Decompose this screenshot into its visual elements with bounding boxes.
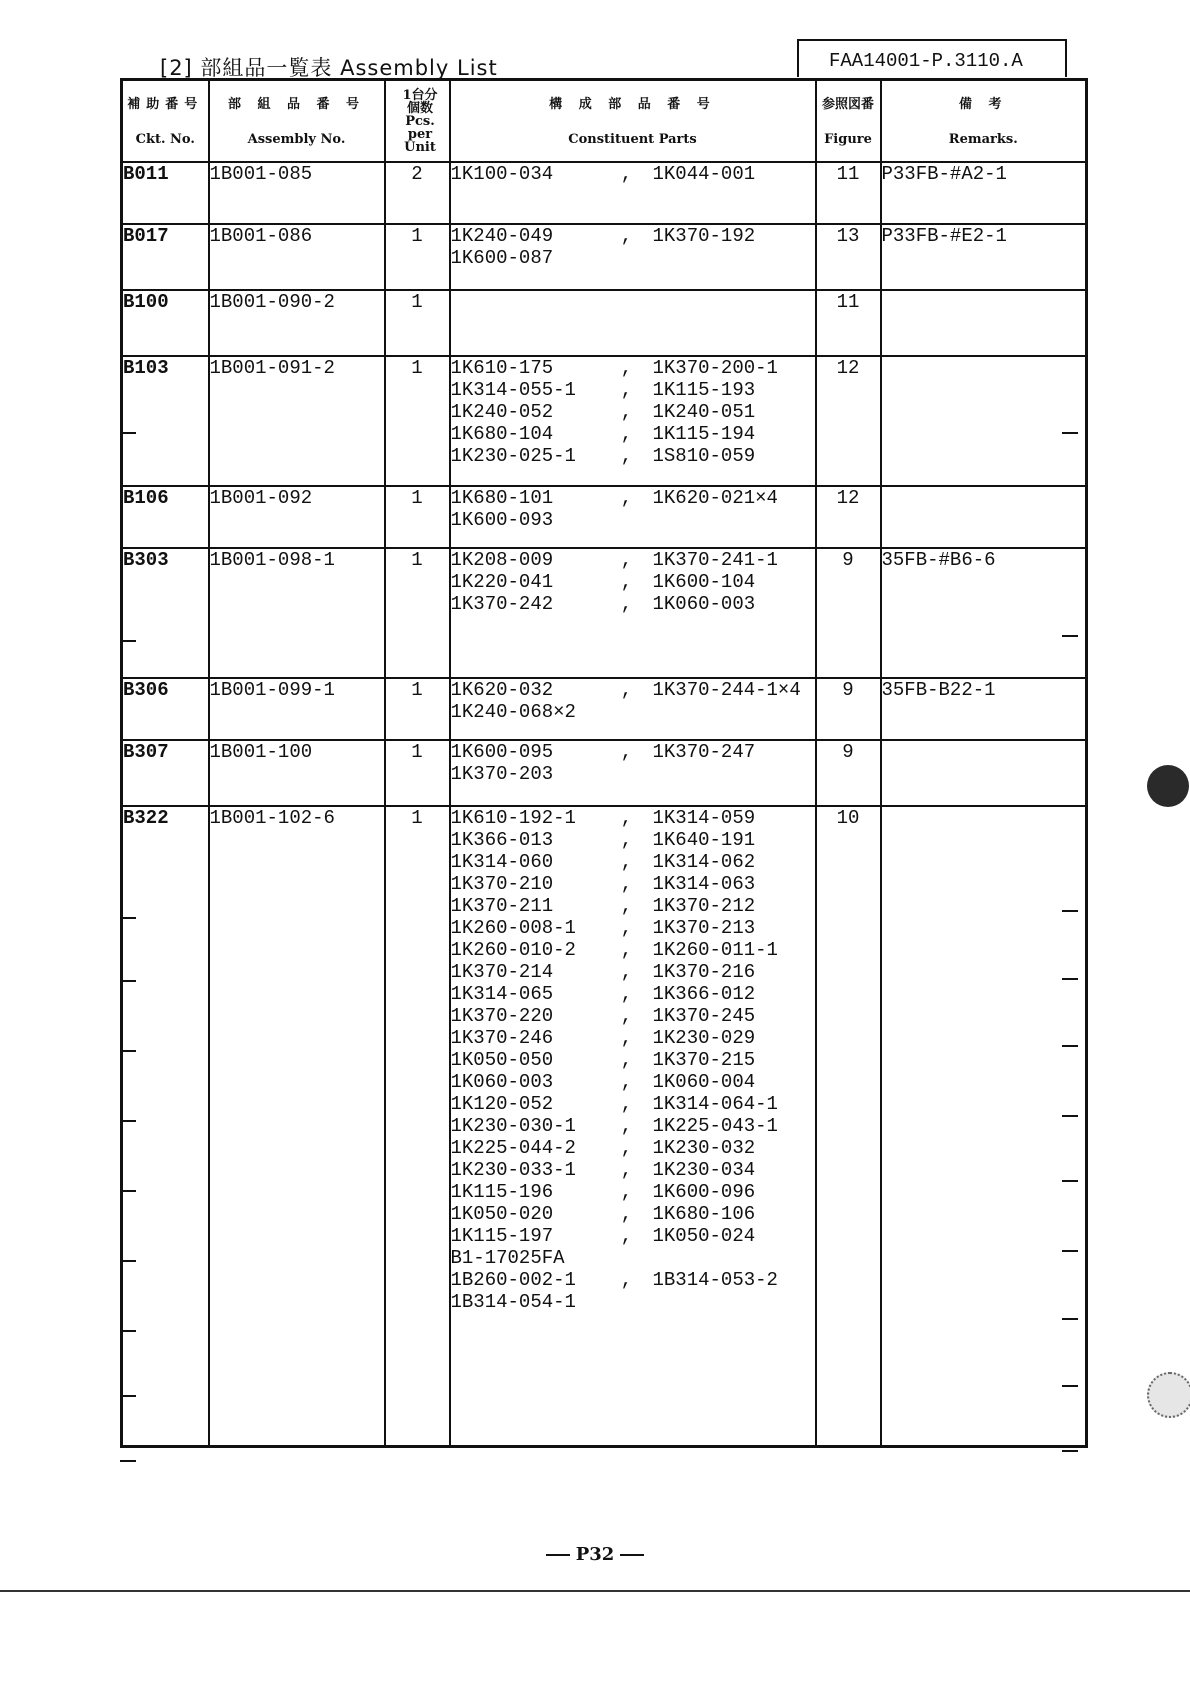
table-row [122, 224, 1087, 290]
figure-number-cell: 11 [816, 290, 881, 356]
part-number-left: 1K370-203 [450, 763, 554, 785]
part-pair [451, 163, 815, 185]
table-header-row [122, 80, 1087, 163]
part-pair [451, 1291, 815, 1313]
margin-tick [120, 1330, 136, 1332]
separator-comma: , [620, 829, 633, 851]
binder-hole-mark [1147, 765, 1189, 807]
separator-comma: , [620, 1027, 633, 1049]
part-number-right: 1K600-096 [652, 1181, 756, 1203]
figure-number-cell: 9 [816, 740, 881, 806]
figure-number-cell: 9 [816, 678, 881, 740]
part-number-left: 1K120-052 [450, 1093, 554, 1115]
margin-tick [1062, 1250, 1078, 1252]
part-number-right: 1S810-059 [652, 445, 756, 467]
margin-tick [1062, 635, 1078, 637]
remarks-cell: P33FB-#E2-1 [881, 224, 1087, 290]
margin-tick [120, 1120, 136, 1122]
part-number-right: 1K620-021×4 [652, 487, 778, 509]
part-pair [451, 423, 815, 445]
part-number-left: 1K115-197 [450, 1225, 554, 1247]
figure-number-cell: 11 [816, 162, 881, 224]
margin-tick [1062, 432, 1078, 434]
col-header-figure-en: Figure [824, 132, 872, 147]
part-number-left: 1K366-013 [450, 829, 554, 851]
part-number-right: 1K600-104 [652, 571, 756, 593]
pcs-per-unit-cell: 1 [385, 806, 450, 1446]
constituent-parts-cell [450, 224, 816, 290]
part-pair [451, 961, 815, 983]
part-number-left: 1K370-242 [450, 593, 554, 615]
col-header-ckt-jp: 補助番号 [127, 97, 204, 112]
table-row [122, 162, 1087, 224]
margin-tick [1062, 1180, 1078, 1182]
remarks-cell [881, 740, 1087, 806]
part-pair [451, 1027, 815, 1049]
separator-comma: , [620, 1181, 633, 1203]
separator-comma: , [620, 445, 633, 467]
col-header-pcs [385, 80, 450, 163]
separator-comma: , [620, 895, 633, 917]
remarks-cell: 35FB-B22-1 [881, 678, 1087, 740]
part-number-left: 1K050-020 [450, 1203, 554, 1225]
separator-comma: , [620, 851, 633, 873]
part-pair [451, 1115, 815, 1137]
part-number-left: 1K100-034 [450, 163, 554, 185]
col-header-pcs-en1: Pcs. per [405, 114, 435, 142]
separator-comma: , [620, 1093, 633, 1115]
margin-tick [120, 640, 136, 642]
ckt-number-cell: B011 [122, 162, 209, 224]
ckt-number-cell: B106 [122, 486, 209, 548]
assembly-number-cell: 1B001-102-6 [209, 806, 385, 1446]
separator-comma: , [620, 741, 633, 763]
separator-comma: , [620, 1137, 633, 1159]
assembly-number-cell: 1B001-100 [209, 740, 385, 806]
assembly-number-cell: 1B001-090-2 [209, 290, 385, 356]
part-number-right: 1K366-012 [652, 983, 756, 1005]
margin-tick [1062, 910, 1078, 912]
col-header-remarks [881, 80, 1087, 163]
figure-number-cell: 12 [816, 486, 881, 548]
part-number-right: 1K115-193 [652, 379, 756, 401]
col-header-ckt-en: Ckt. No. [135, 132, 195, 147]
page-footer [0, 1544, 1190, 1565]
part-number-left: 1B260-002-1 [450, 1269, 576, 1291]
part-number-right: 1K050-024 [652, 1225, 756, 1247]
part-pair [451, 1049, 815, 1071]
part-pair [451, 1159, 815, 1181]
part-number-left: 1K220-041 [450, 571, 554, 593]
separator-comma [601, 763, 653, 785]
assembly-number-cell: 1B001-086 [209, 224, 385, 290]
separator-comma [601, 509, 653, 531]
separator-comma: , [620, 225, 633, 247]
part-number-left: 1K370-211 [450, 895, 554, 917]
part-pair [451, 1093, 815, 1115]
part-number-right: 1K260-011-1 [652, 939, 778, 961]
separator-comma: , [620, 1115, 633, 1137]
part-number-left: 1K230-030-1 [450, 1115, 576, 1137]
part-pair [451, 873, 815, 895]
part-number-left: 1K240-052 [450, 401, 554, 423]
part-pair [451, 741, 815, 763]
part-number-right: 1K640-191 [652, 829, 756, 851]
part-number-right: 1K115-194 [652, 423, 756, 445]
separator-comma [601, 1247, 653, 1269]
constituent-parts-cell [450, 740, 816, 806]
footer-dash-right [620, 1554, 644, 1556]
col-header-pcs-en2: Unit [404, 140, 436, 155]
part-number-right: 1K230-029 [652, 1027, 756, 1049]
part-number-right: 1K225-043-1 [652, 1115, 778, 1137]
part-pair [451, 1225, 815, 1247]
constituent-parts-cell [450, 486, 816, 548]
remarks-cell [881, 356, 1087, 486]
part-number-right: 1K230-032 [652, 1137, 756, 1159]
pcs-per-unit-cell: 1 [385, 356, 450, 486]
part-number-right: 1B314-053-2 [652, 1269, 778, 1291]
separator-comma: , [620, 1005, 633, 1027]
part-number-right: 1K370-200-1 [652, 357, 778, 379]
part-number-left: 1K060-003 [450, 1071, 554, 1093]
part-number-right: 1K370-244-1×4 [652, 679, 801, 701]
col-header-parts [450, 80, 816, 163]
part-pair [451, 1137, 815, 1159]
table-row [122, 806, 1087, 1446]
part-number-right [653, 701, 815, 723]
table-row [122, 740, 1087, 806]
separator-comma: , [620, 593, 633, 615]
part-number-right: 1K370-215 [652, 1049, 756, 1071]
figure-number-cell: 13 [816, 224, 881, 290]
separator-comma: , [620, 423, 633, 445]
part-number-left: 1K610-192-1 [450, 807, 576, 829]
figure-number-cell: 9 [816, 548, 881, 678]
part-pair [451, 549, 815, 571]
part-pair [451, 401, 815, 423]
part-number-right: 1K060-003 [652, 593, 756, 615]
part-number-left: 1K620-032 [450, 679, 554, 701]
col-header-figure-jp: 参照図番 [821, 97, 874, 112]
col-header-parts-jp: 構 成 部 品 番 号 [549, 97, 716, 112]
part-pair [451, 509, 815, 531]
col-header-assembly-en: Assembly No. [247, 132, 346, 147]
assembly-number-cell: 1B001-091-2 [209, 356, 385, 486]
part-number-right: 1K370-216 [652, 961, 756, 983]
pcs-per-unit-cell: 1 [385, 224, 450, 290]
part-number-left: 1K600-087 [450, 247, 554, 269]
separator-comma: , [620, 163, 633, 185]
separator-comma: , [620, 939, 633, 961]
margin-tick [1062, 1115, 1078, 1117]
part-pair [451, 1269, 815, 1291]
separator-comma: , [620, 487, 633, 509]
separator-comma: , [620, 1049, 633, 1071]
col-header-pcs-jp2: 個数 [406, 101, 433, 116]
part-number-left: 1K610-175 [450, 357, 554, 379]
part-number-left: 1K225-044-2 [450, 1137, 576, 1159]
margin-tick [120, 917, 136, 919]
remarks-cell [881, 486, 1087, 548]
separator-comma [601, 247, 653, 269]
part-pair [451, 701, 815, 723]
assembly-number-cell: 1B001-085 [209, 162, 385, 224]
part-number-left: 1K240-068×2 [450, 701, 576, 723]
constituent-parts-cell [450, 678, 816, 740]
part-pair [451, 1005, 815, 1027]
assembly-list-table [120, 78, 1088, 1448]
part-number-left: 1K370-246 [450, 1027, 554, 1049]
part-number-left: 1B314-054-1 [450, 1291, 576, 1313]
margin-tick [1062, 1450, 1078, 1452]
separator-comma: , [620, 1225, 633, 1247]
table-row [122, 356, 1087, 486]
part-pair [451, 225, 815, 247]
separator-comma: , [620, 1071, 633, 1093]
part-number-left: B1-17025FA [450, 1247, 565, 1269]
separator-comma: , [620, 1159, 633, 1181]
margin-tick [1062, 1385, 1078, 1387]
part-pair [451, 829, 815, 851]
pcs-per-unit-cell: 1 [385, 740, 450, 806]
part-number-left: 1K260-010-2 [450, 939, 576, 961]
part-number-right [653, 1291, 815, 1313]
part-number-left: 1K050-050 [450, 1049, 554, 1071]
part-number-left: 1K680-104 [450, 423, 554, 445]
part-number-left: 1K370-214 [450, 961, 554, 983]
part-number-left: 1K600-093 [450, 509, 554, 531]
page-number: P32 [575, 1544, 615, 1565]
page-title: [2] 部組品一覧表 Assembly List [160, 56, 498, 80]
margin-tick [120, 980, 136, 982]
part-number-right: 1K060-004 [652, 1071, 756, 1093]
part-number-right: 1K240-051 [652, 401, 756, 423]
margin-tick [120, 1260, 136, 1262]
figure-number-cell: 10 [816, 806, 881, 1446]
part-number-left: 1K230-025-1 [450, 445, 576, 467]
separator-comma: , [620, 873, 633, 895]
binder-hole-mark [1147, 1372, 1190, 1418]
document-number: FAA14001-P.3110.A [797, 39, 1067, 77]
part-pair [451, 939, 815, 961]
part-pair [451, 379, 815, 401]
table-body [122, 162, 1087, 1446]
separator-comma: , [620, 1269, 633, 1291]
separator-comma: , [620, 917, 633, 939]
constituent-parts-cell [450, 548, 816, 678]
pcs-per-unit-cell: 1 [385, 486, 450, 548]
col-header-pcs-jp1: 1台分 [402, 88, 438, 103]
separator-comma: , [620, 549, 633, 571]
part-number-right [653, 247, 815, 269]
constituent-parts-cell [450, 290, 816, 356]
margin-tick [120, 1190, 136, 1192]
part-number-left: 1K208-009 [450, 549, 554, 571]
part-pair [451, 247, 815, 269]
part-pair [451, 917, 815, 939]
assembly-number-cell: 1B001-092 [209, 486, 385, 548]
part-number-right: 1K314-059 [652, 807, 756, 829]
part-number-right: 1K044-001 [652, 163, 756, 185]
part-number-left: 1K314-060 [450, 851, 554, 873]
figure-number-cell: 12 [816, 356, 881, 486]
table-row [122, 548, 1087, 678]
separator-comma: , [620, 807, 633, 829]
part-number-left: 1K370-220 [450, 1005, 554, 1027]
part-number-right: 1K370-213 [652, 917, 756, 939]
part-pair [451, 487, 815, 509]
part-number-left: 1K314-055-1 [450, 379, 576, 401]
separator-comma: , [620, 401, 633, 423]
part-number-right [653, 763, 815, 785]
ckt-number-cell: B322 [122, 806, 209, 1446]
part-number-left: 1K370-210 [450, 873, 554, 895]
part-number-left: 1K240-049 [450, 225, 554, 247]
constituent-parts-cell [450, 806, 816, 1446]
part-pair [451, 1203, 815, 1225]
part-number-right: 1K370-247 [652, 741, 756, 763]
part-pair [451, 445, 815, 467]
col-header-assembly-jp: 部 組 品 番 号 [227, 97, 366, 112]
part-number-left: 1K680-101 [450, 487, 554, 509]
separator-comma: , [620, 357, 633, 379]
remarks-cell: P33FB-#A2-1 [881, 162, 1087, 224]
part-number-left: 1K260-008-1 [450, 917, 576, 939]
ckt-number-cell: B100 [122, 290, 209, 356]
pcs-per-unit-cell: 1 [385, 290, 450, 356]
part-number-right: 1K370-245 [652, 1005, 756, 1027]
remarks-cell: 35FB-#B6-6 [881, 548, 1087, 678]
table-row [122, 290, 1087, 356]
part-number-left: 1K314-065 [450, 983, 554, 1005]
part-pair [451, 1247, 815, 1269]
col-header-ckt [122, 80, 209, 163]
part-pair [451, 895, 815, 917]
pcs-per-unit-cell: 2 [385, 162, 450, 224]
margin-tick [120, 1050, 136, 1052]
col-header-remarks-en: Remarks. [948, 132, 1018, 147]
separator-comma: , [620, 571, 633, 593]
part-number-left: 1K230-033-1 [450, 1159, 576, 1181]
part-pair [451, 571, 815, 593]
ckt-number-cell: B306 [122, 678, 209, 740]
table-row [122, 486, 1087, 548]
col-header-parts-en: Constituent Parts [568, 132, 697, 147]
bottom-rule [0, 1590, 1190, 1592]
remarks-cell [881, 806, 1087, 1446]
part-pair [451, 851, 815, 873]
part-number-left: 1K600-095 [450, 741, 554, 763]
separator-comma: , [620, 983, 633, 1005]
separator-comma: , [620, 1203, 633, 1225]
ckt-number-cell: B307 [122, 740, 209, 806]
margin-tick [120, 1395, 136, 1397]
part-pair [451, 807, 815, 829]
part-number-right: 1K230-034 [652, 1159, 756, 1181]
separator-comma: , [620, 679, 633, 701]
part-number-right: 1K680-106 [652, 1203, 756, 1225]
assembly-number-cell: 1B001-099-1 [209, 678, 385, 740]
part-number-right [653, 509, 815, 531]
footer-dash-left [546, 1554, 570, 1556]
part-pair [451, 983, 815, 1005]
part-pair [451, 1181, 815, 1203]
part-number-right: 1K314-062 [652, 851, 756, 873]
part-number-right: 1K314-064-1 [652, 1093, 778, 1115]
separator-comma [601, 1291, 653, 1313]
margin-tick [120, 1460, 136, 1462]
margin-tick [1062, 978, 1078, 980]
ckt-number-cell: B303 [122, 548, 209, 678]
pcs-per-unit-cell: 1 [385, 548, 450, 678]
part-number-left: 1K115-196 [450, 1181, 554, 1203]
margin-tick [1062, 1318, 1078, 1320]
col-header-assembly [209, 80, 385, 163]
assembly-number-cell: 1B001-098-1 [209, 548, 385, 678]
part-number-right: 1K370-192 [652, 225, 756, 247]
separator-comma [601, 701, 653, 723]
part-pair [451, 763, 815, 785]
part-number-right: 1K314-063 [652, 873, 756, 895]
part-number-right: 1K370-212 [652, 895, 756, 917]
pcs-per-unit-cell: 1 [385, 678, 450, 740]
margin-tick [1062, 1045, 1078, 1047]
col-header-figure [816, 80, 881, 163]
col-header-remarks-jp: 備 考 [958, 97, 1008, 112]
ckt-number-cell: B103 [122, 356, 209, 486]
part-pair [451, 1071, 815, 1093]
separator-comma: , [620, 379, 633, 401]
ckt-number-cell: B017 [122, 224, 209, 290]
part-pair [451, 679, 815, 701]
part-pair [451, 593, 815, 615]
part-number-right: 1K370-241-1 [652, 549, 778, 571]
table-row [122, 678, 1087, 740]
margin-tick [120, 432, 136, 434]
constituent-parts-cell [450, 162, 816, 224]
constituent-parts-cell [450, 356, 816, 486]
part-number-right [653, 1247, 815, 1269]
part-pair [451, 357, 815, 379]
remarks-cell [881, 290, 1087, 356]
separator-comma: , [620, 961, 633, 983]
